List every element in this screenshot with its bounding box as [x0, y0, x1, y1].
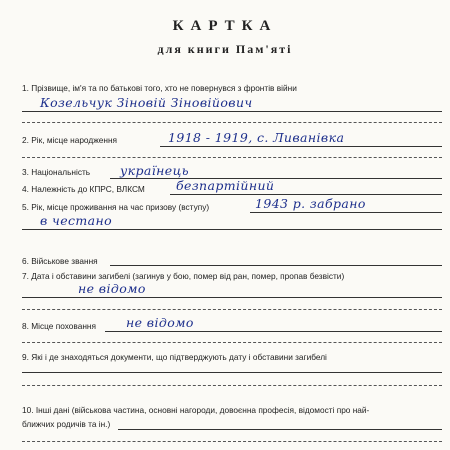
- field-4-line: [170, 194, 442, 195]
- field-5-extra-line: [22, 229, 442, 230]
- field-7-line: [22, 297, 442, 298]
- field-9-line: [22, 372, 442, 373]
- field-6-label: 6. Військове звання: [22, 256, 98, 266]
- field-9-label: 9. Які і де знаходяться документи, що підтверджують дату і обставини загибелі: [22, 352, 327, 362]
- field-8-extra-line: [22, 342, 442, 343]
- field-7-label: 7. Дата і обставини загибелі (загинув у бою, помер від ран, помер, пропав безвісти): [22, 271, 345, 281]
- field-4-handwritten-value: безпартійний: [176, 178, 275, 193]
- field-1-handwritten-value: Козельчук Зіновій Зіновійович: [40, 95, 253, 110]
- field-10-extra-line: [22, 441, 442, 442]
- field-7-handwritten-value: не відомо: [78, 281, 146, 296]
- field-8-handwritten-value: не відомо: [126, 315, 194, 330]
- field-2-line: [160, 146, 442, 147]
- field-10-label-line-2: ближчих родичів та ін.): [22, 419, 111, 429]
- field-3-label: 3. Національність: [22, 167, 91, 177]
- field-1-line: [22, 111, 442, 112]
- field-8-label: 8. Місце поховання: [22, 321, 96, 331]
- card-subtitle: для книги Пам'яті: [157, 42, 293, 56]
- field-8-line: [105, 331, 442, 332]
- field-5-handwritten-value-2: в честано: [40, 213, 113, 228]
- field-2-label: 2. Рік, місце народження: [22, 135, 118, 145]
- field-7-extra-line: [22, 309, 442, 310]
- field-6-line: [110, 265, 442, 266]
- field-5-line: [250, 212, 442, 213]
- field-5-handwritten-value: 1943 р. забрано: [255, 196, 366, 211]
- field-2-extra-line: [22, 157, 442, 158]
- field-10-label-line-1: 10. Інші дані (військова частина, основні нагороди, довоєнна професія, відомості про най-: [22, 405, 370, 415]
- card-title: КАРТКА: [172, 18, 278, 34]
- field-2-handwritten-value: 1918 - 1919, с. Ливанівка: [168, 130, 345, 145]
- field-1-label: 1. Прізвище, ім'я та по батькові того, хто не повернувся з фронтів війни: [22, 83, 297, 93]
- field-9-extra-line: [22, 385, 442, 386]
- field-4-label: 4. Належність до КПРС, ВЛКСМ: [22, 184, 145, 194]
- field-3-handwritten-value: українець: [120, 163, 189, 178]
- field-5-label: 5. Рік, місце проживання на час призову (вступу): [22, 202, 210, 212]
- field-10-line: [118, 429, 442, 430]
- field-1-extra-line: [22, 122, 442, 123]
- field-3-line: [110, 178, 442, 179]
